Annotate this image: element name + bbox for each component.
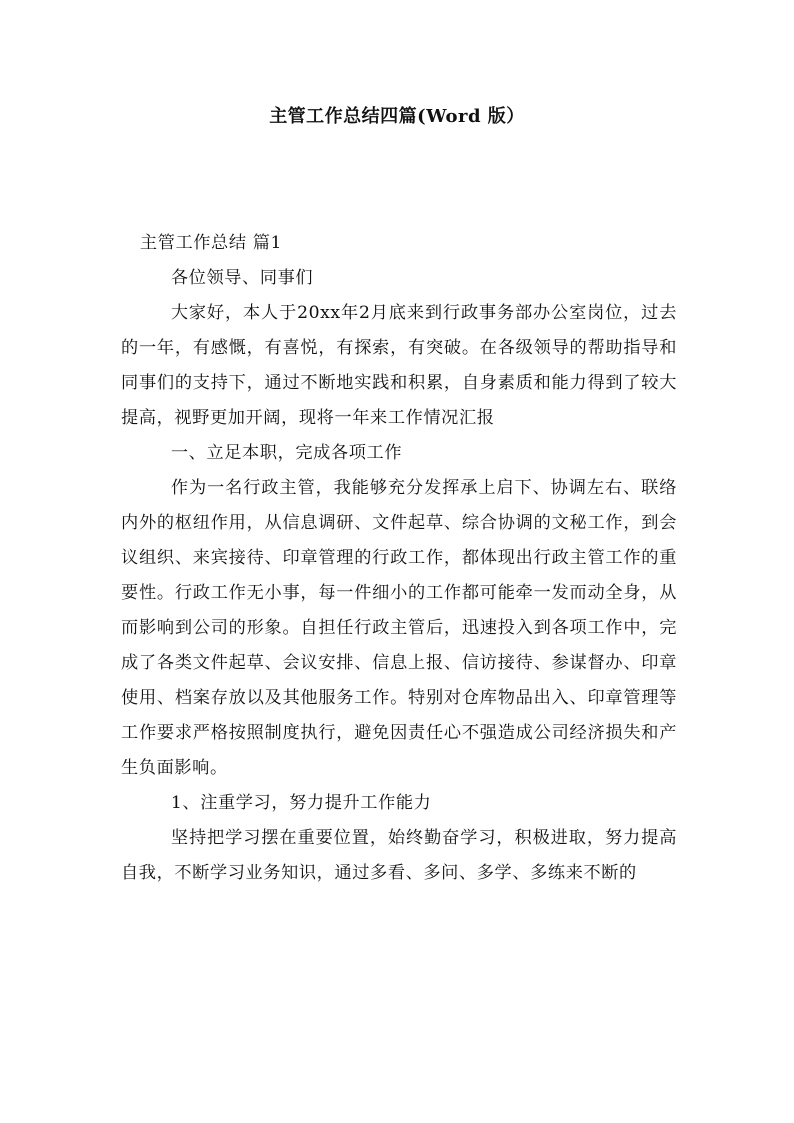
heading-one: 一、立足本职，完成各项工作: [170, 443, 403, 463]
salutation: 各位领导、同事们: [170, 268, 314, 288]
section-heading: 主管工作总结 篇1: [139, 233, 283, 253]
paragraph-duties: 作为一名行政主管，我能够充分发挥承上启下、协调左右、联络内外的枢纽作用，从信息调研、文件起草、综合协调的文秘工作，到会议组织、来宾接待、印章管理的行政工作，都体现出行政主管工作的重要性。行政工作无小事，每一件细小的工作都可能牵一发而动全身，从而影响到公司的形象。自担任行政主管后，迅速投入到各项工作中，完成了各类文件起草、会议安排、信息上报、信访接待、参谋督办、印章使用、档案存放以及其他服务工作。特别对仓库物品出入、印章管理等工作要求严格按照制度执行，避免因责任心不强造成公司经济损失和产生负面影响。: [121, 478, 677, 778]
document-body: [121, 226, 677, 891]
heading-study: 1、注重学习，努力提升工作能力: [170, 793, 432, 813]
document-title: 主管工作总结四篇(Word 版）: [269, 106, 525, 127]
paragraph-study: 坚持把学习摆在重要位置，始终勤奋学习，积极进取，努力提高自我，不断学习业务知识，通过多看、多问、多学、多练来不断的: [121, 828, 677, 883]
paragraph-intro: 大家好，本人于20xx年2月底来到行政事务部办公室岗位，过去的一年，有感慨，有喜悦，有探索，有突破。在各级领导的帮助指导和同事们的支持下，通过不断地实践和积累，自身素质和能力得到了较大提高，视野更加开阔，现将一年来工作情况汇报: [121, 303, 677, 428]
